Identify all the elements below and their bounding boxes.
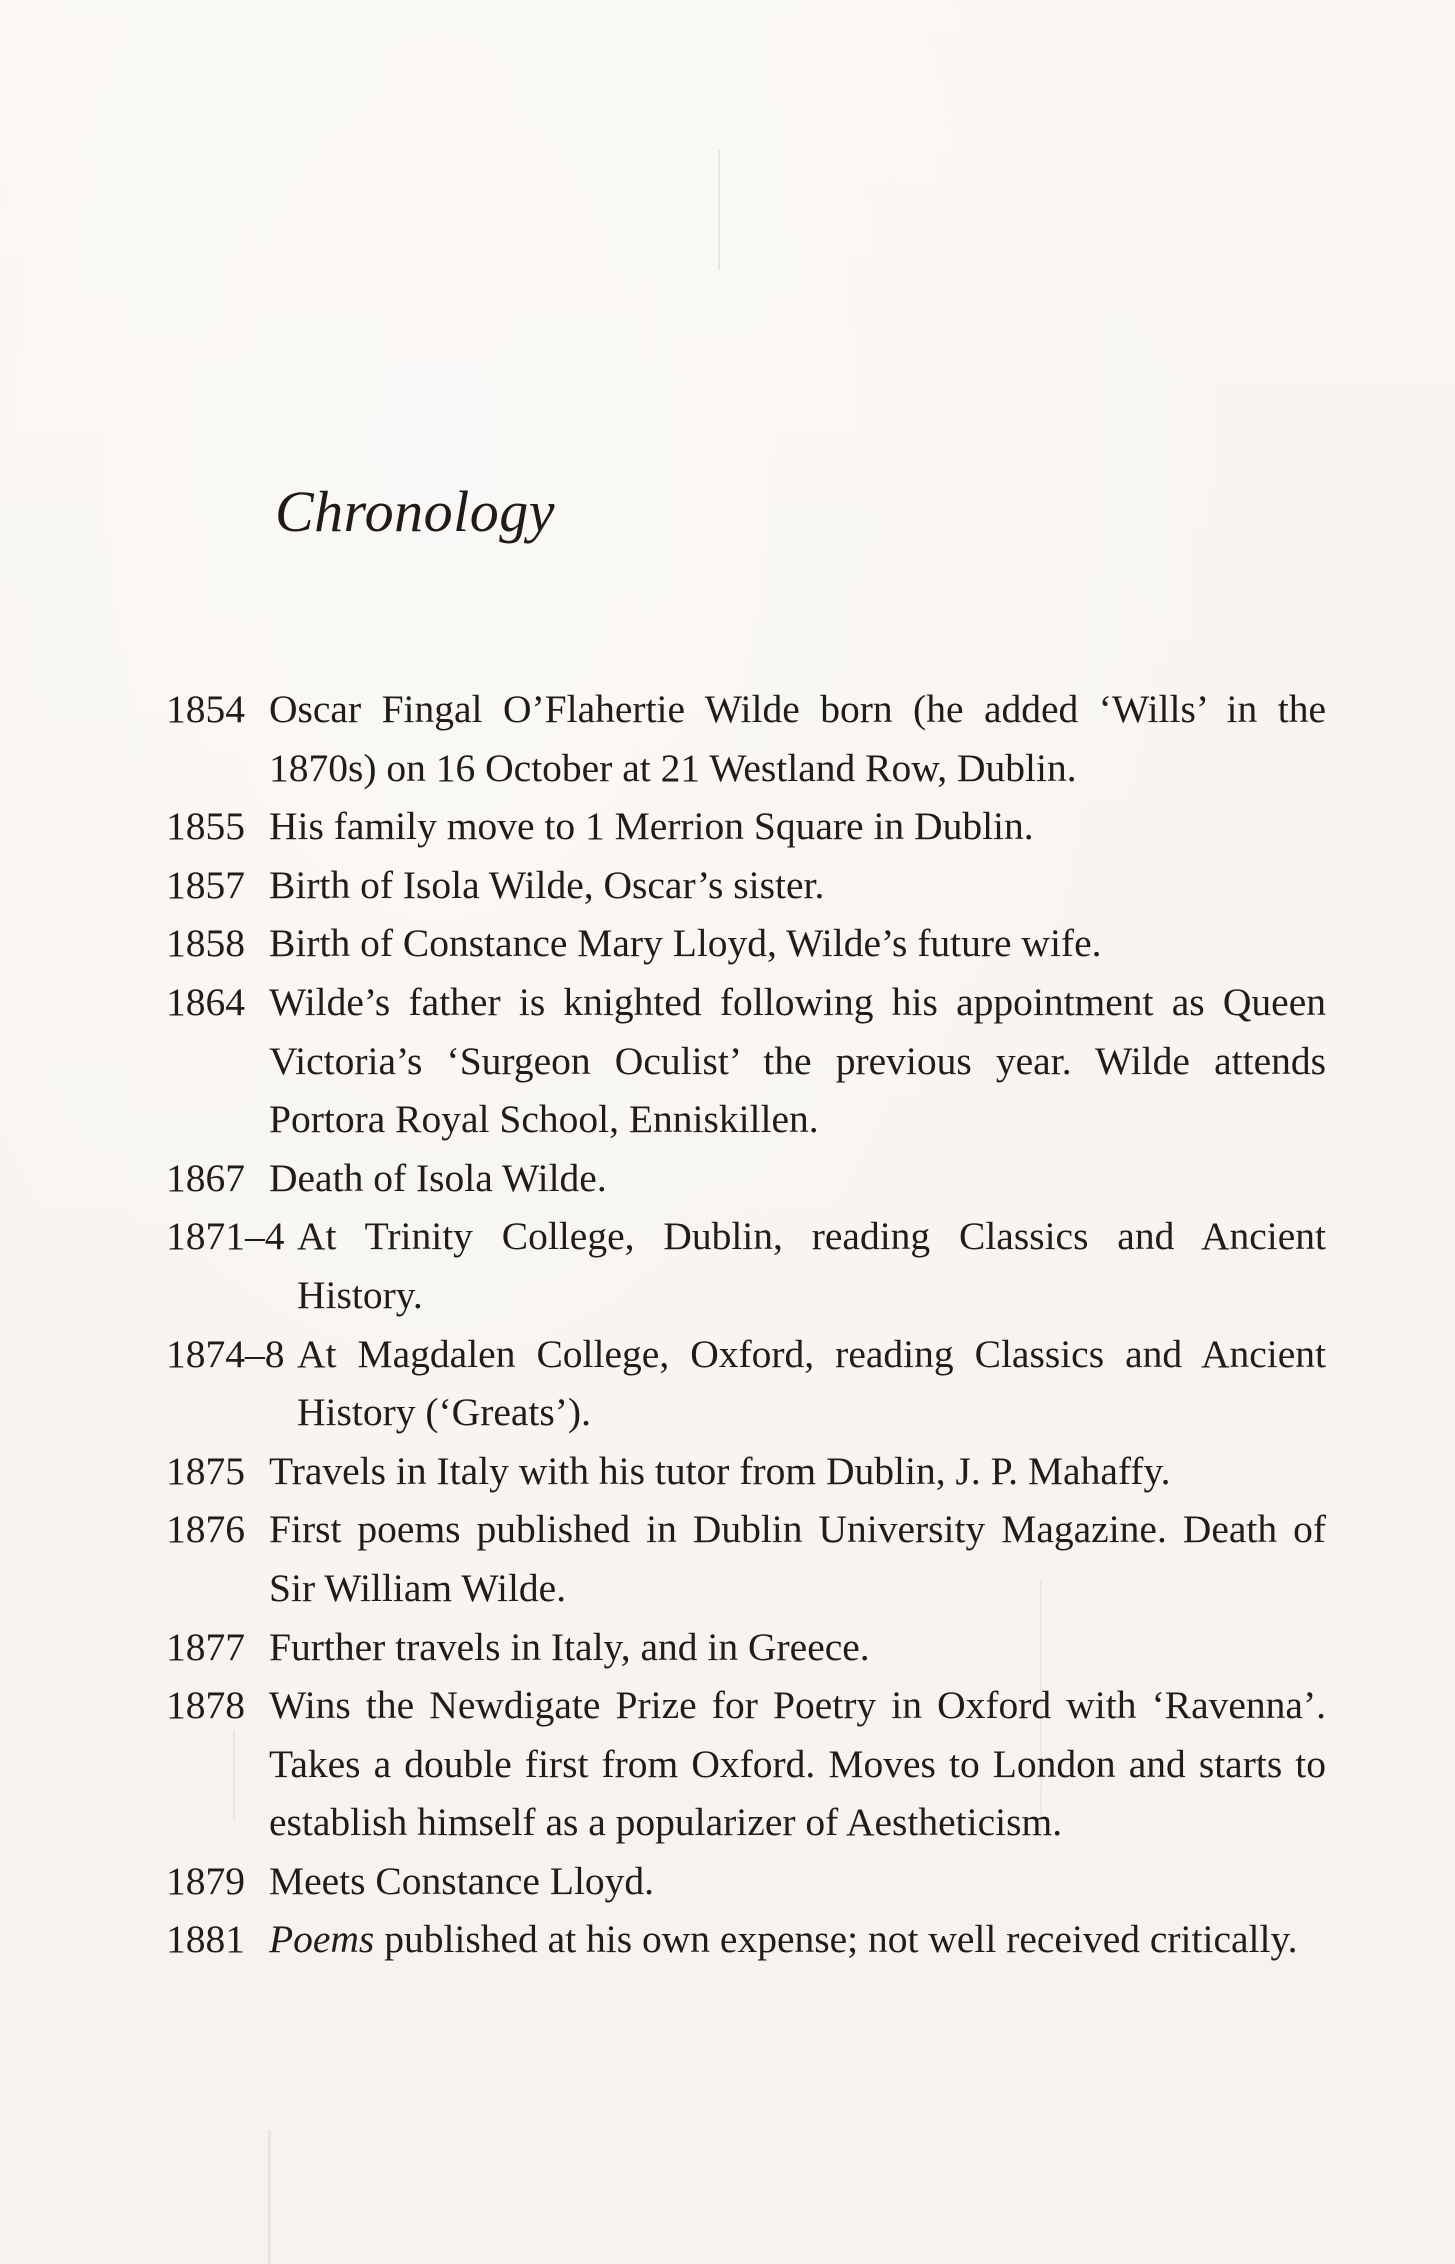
entry-year: 1867 <box>166 1155 245 1200</box>
chronology-entry <box>166 1149 1326 1208</box>
chronology-entry <box>166 856 1326 915</box>
entry-year: 1878 <box>166 1683 245 1728</box>
entry-year: 1874–8 <box>166 1331 285 1376</box>
chronology-entry <box>166 1500 1326 1617</box>
entry-text: Further travels in Italy, and in Greece. <box>269 1624 870 1669</box>
chronology-entry <box>166 1325 1326 1442</box>
entry-text: At Trinity College, Dublin, reading Classics and Ancient History. <box>297 1214 1326 1317</box>
entry-text: Wins the Newdigate Prize for Poetry in Oxford with ‘Ravenna’. Takes a double first from Oxford. Moves to London and starts to establish himself as a popularizer of Aestheticism. <box>269 1683 1326 1845</box>
entry-year: 1864 <box>166 979 245 1024</box>
page-title: Chronology <box>275 479 555 544</box>
entry-text: At Magdalen College, Oxford, reading Classics and Ancient History (‘Greats’). <box>297 1331 1326 1435</box>
entry-text: First poems published in Dublin University Magazine. Death of Sir William Wilde. <box>269 1507 1326 1610</box>
entry-text: Birth of Isola Wilde, Oscar’s sister. <box>269 862 825 907</box>
entry-year: 1879 <box>166 1858 245 1903</box>
entry-text <box>269 1910 1326 1969</box>
chronology-list <box>166 680 1326 1969</box>
chronology-entry <box>166 1618 1326 1677</box>
chronology-entry <box>166 797 1326 856</box>
entry-text: Birth of Constance Mary Lloyd, Wilde’s future wife. <box>269 921 1102 966</box>
entry-year: 1857 <box>166 862 245 907</box>
entry-year: 1855 <box>166 804 245 849</box>
entry-year: 1877 <box>166 1624 245 1669</box>
entry-year: 1858 <box>166 921 245 966</box>
chronology-entry <box>166 680 1326 797</box>
entry-year: 1875 <box>166 1448 245 1493</box>
chronology-entry <box>166 1442 1326 1501</box>
chronology-entry <box>166 1910 1326 1969</box>
entry-year: 1876 <box>166 1507 245 1552</box>
entry-year: 1871–4 <box>166 1214 285 1259</box>
chronology-entry <box>166 1676 1326 1852</box>
entry-year: 1854 <box>166 687 245 731</box>
book-title: Poems <box>269 1917 375 1962</box>
entry-text: Wilde’s father is knighted following his appointment as Queen Victoria’s ‘Surgeon Oculist’ the previous year. Wilde attends Portora Royal School, Enniskillen. <box>269 979 1326 1142</box>
entry-text: His family move to 1 Merrion Square in Dublin. <box>269 804 1034 849</box>
entry-text-rest: published at his own expense; not well received critically. <box>374 1917 1298 1962</box>
scan-crease <box>268 2130 271 2264</box>
chronology-entry <box>166 914 1326 973</box>
chronology-entry <box>166 1852 1326 1911</box>
entry-text: Meets Constance Lloyd. <box>269 1858 655 1903</box>
entry-text: Oscar Fingal O’Flahertie Wilde born (he added ‘Wills’ in the 1870s) on 16 October at 21 Westland Row, Dublin. <box>269 687 1326 790</box>
entry-text: Death of Isola Wilde. <box>269 1155 607 1200</box>
chronology-entry <box>166 1207 1326 1324</box>
chronology-entry <box>166 973 1326 1149</box>
entry-year: 1881 <box>166 1917 245 1962</box>
entry-text: Travels in Italy with his tutor from Dublin, J. P. Mahaffy. <box>269 1448 1171 1493</box>
scan-crease <box>718 150 720 270</box>
